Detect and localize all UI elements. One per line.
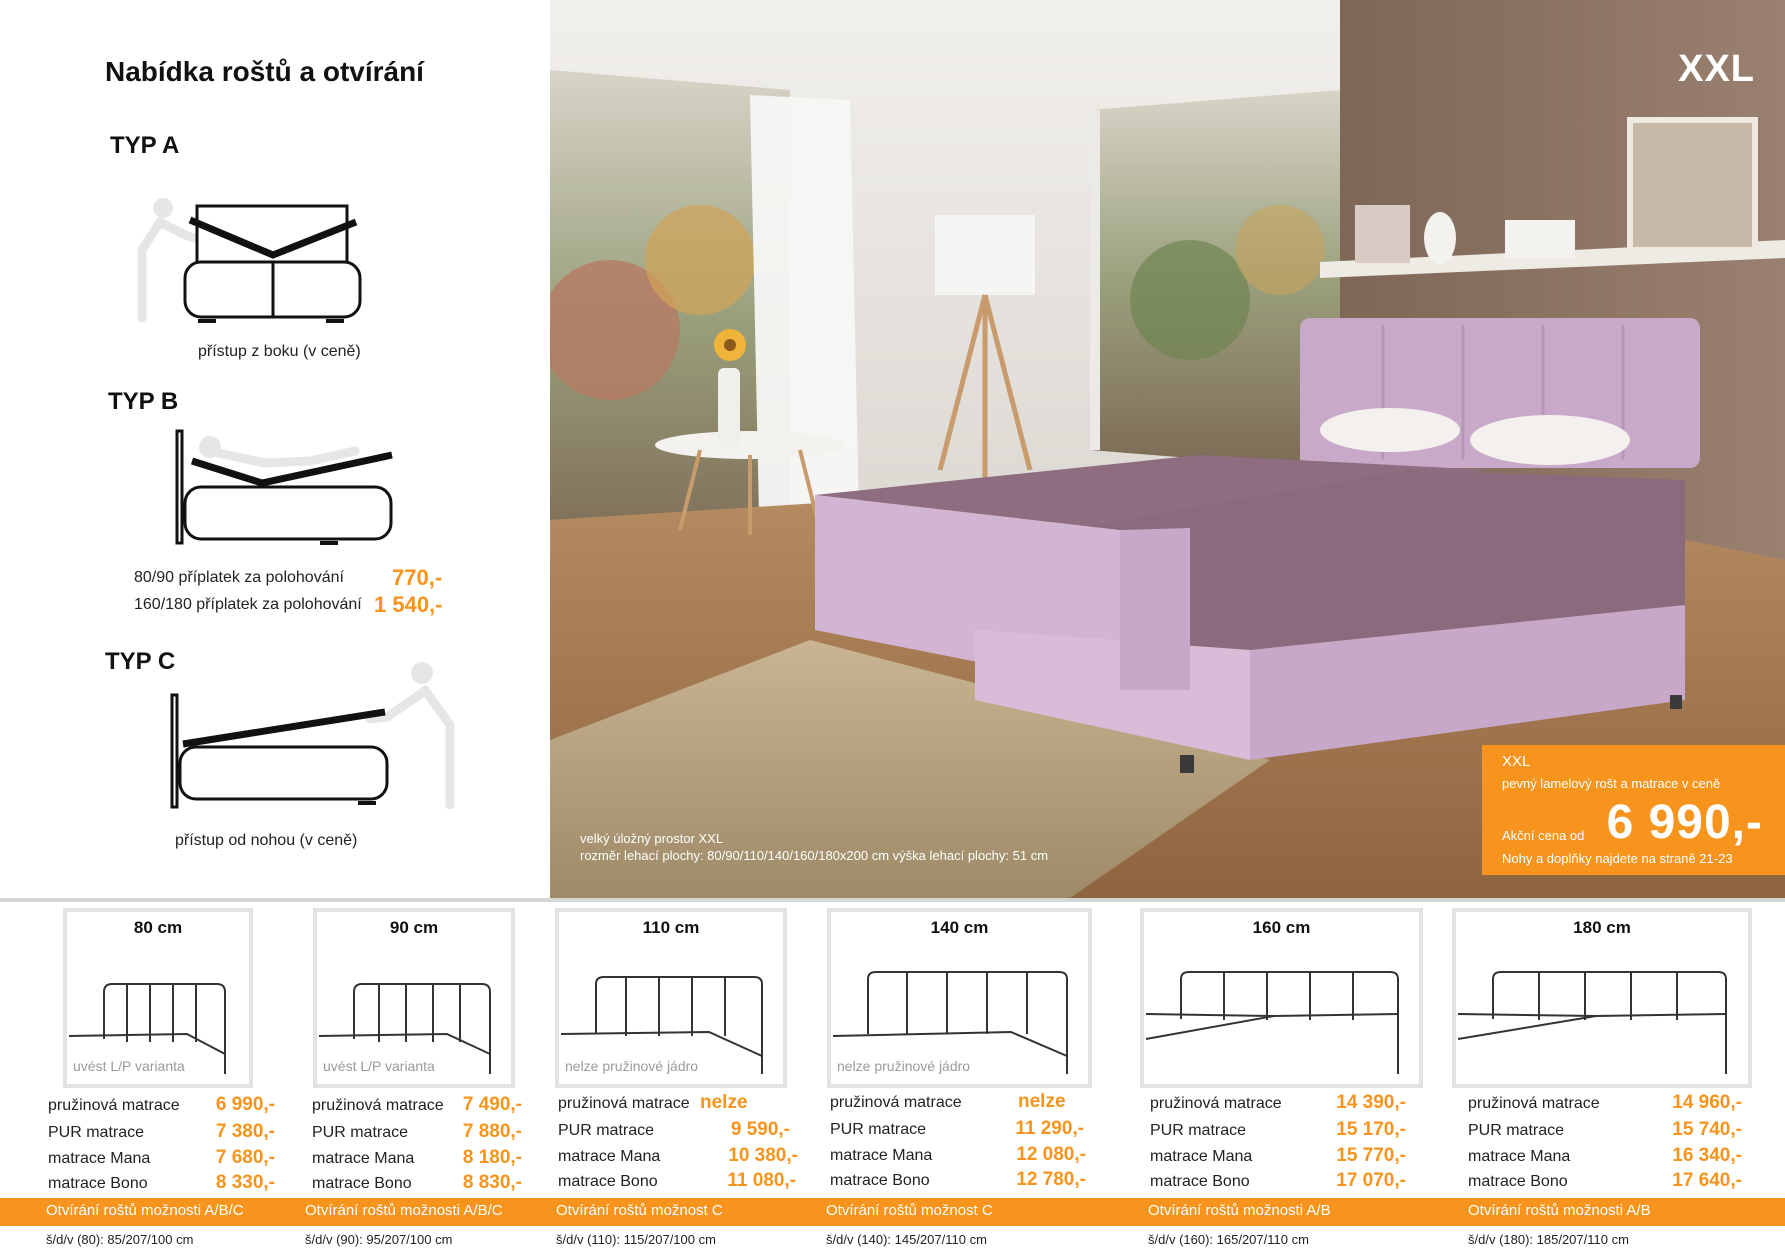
- size-drawing-180: [1452, 908, 1752, 1088]
- mattress-price: 8 330,-: [215, 1172, 275, 1193]
- mattress-price: 11 080,-: [727, 1170, 796, 1191]
- mattress-label: pružinová matrace: [558, 1095, 690, 1112]
- offer-box: [1482, 745, 1785, 875]
- mattress-price: 14 390,-: [1336, 1092, 1406, 1113]
- mattress-price: nelze: [700, 1092, 748, 1113]
- dimensions: š/d/v (180): 185/207/110 cm: [1468, 1232, 1629, 1247]
- typ-b-surcharge-label: 160/180 příplatek za polohování: [134, 596, 362, 613]
- mattress-price: 7 490,-: [462, 1094, 522, 1115]
- offer-price: 6 990,-: [1606, 796, 1763, 849]
- mattress-label: PUR matrace: [48, 1124, 145, 1141]
- opening-types-panel: [0, 0, 550, 898]
- caption-line: rozměr lehací plochy: 80/90/110/140/160/180x200 cm výška lehací plochy: 51 cm: [580, 848, 1049, 863]
- product-photo: [550, 0, 1785, 898]
- opening-option: Otvírání roštů možnosti A/B/C: [46, 1202, 244, 1219]
- mattress-price: 11 290,-: [1015, 1118, 1084, 1139]
- photo-caption: [580, 830, 1048, 864]
- size-title: 110 cm: [642, 918, 700, 937]
- mattress-price: 12 780,-: [1016, 1169, 1086, 1190]
- mattress-price: 7 880,-: [462, 1121, 522, 1142]
- offer-description: pevný lamelový rošt a matrace v ceně: [1502, 776, 1721, 791]
- dimensions: š/d/v (80): 85/207/100 cm: [46, 1232, 194, 1247]
- bed-outline-icon: [1456, 944, 1748, 1084]
- typ-b-surcharge-label: 80/90 příplatek za polohování: [134, 569, 344, 586]
- mattress-price: 15 770,-: [1336, 1145, 1406, 1166]
- page-title: Nabídka roštů a otvírání: [105, 56, 424, 87]
- size-title: 90 cm: [389, 918, 439, 937]
- mattress-label: PUR matrace: [830, 1121, 927, 1138]
- size-note: nelze pružinové jádro: [565, 1058, 699, 1074]
- mattress-label: PUR matrace: [558, 1122, 655, 1139]
- mattress-price: 17 640,-: [1672, 1170, 1742, 1191]
- dimensions: š/d/v (90): 95/207/100 cm: [305, 1232, 453, 1247]
- typ-b-surcharge-price: 770,-: [392, 565, 443, 590]
- dimensions: š/d/v (140): 145/207/110 cm: [826, 1232, 987, 1247]
- mattress-price: 15 170,-: [1336, 1119, 1406, 1140]
- mattress-label: PUR matrace: [312, 1124, 409, 1141]
- opening-option: Otvírání roštů možnosti A/B: [1148, 1202, 1331, 1219]
- caption-line: velký úložný prostor XXL: [580, 831, 724, 846]
- size-drawing-110: [555, 908, 787, 1088]
- mattress-price: 9 590,-: [730, 1119, 790, 1140]
- mattress-label: matrace Mana: [830, 1147, 933, 1164]
- typ-a-label: TYP A: [110, 132, 180, 159]
- mattress-label: pružinová matrace: [1468, 1095, 1600, 1112]
- offer-note: Nohy a doplňky najdete na straně 21-23: [1502, 851, 1733, 866]
- mattress-price: 6 990,-: [215, 1094, 275, 1115]
- size-drawing-140: [827, 908, 1092, 1088]
- size-note: uvést L/P varianta: [73, 1058, 185, 1074]
- typ-c-label: TYP C: [105, 648, 176, 675]
- opening-option: Otvírání roštů možnost C: [826, 1202, 993, 1219]
- mattress-label: matrace Mana: [1468, 1148, 1571, 1165]
- mattress-price: 7 380,-: [215, 1121, 275, 1142]
- size-note: nelze pružinové jádro: [837, 1058, 971, 1074]
- mattress-price: 14 960,-: [1672, 1092, 1742, 1113]
- typ-b-surcharge-price: 1 540,-: [374, 592, 443, 617]
- mattress-price: 10 380,-: [728, 1145, 798, 1166]
- typ-a-caption: přístup z boku (v ceně): [198, 343, 361, 360]
- size-drawing-80: [63, 908, 253, 1088]
- size-drawing-160: [1140, 908, 1423, 1088]
- mattress-price: 17 070,-: [1336, 1170, 1406, 1191]
- mattress-price: 15 740,-: [1672, 1119, 1742, 1140]
- typ-c-diagram-icon: [165, 655, 465, 815]
- mattress-label: matrace Bono: [1150, 1173, 1250, 1190]
- offer-price-label: Akční cena od: [1502, 828, 1585, 843]
- mattress-price: 12 080,-: [1016, 1144, 1086, 1165]
- mattress-label: matrace Mana: [312, 1150, 415, 1167]
- mattress-price: 8 180,-: [462, 1147, 522, 1168]
- mattress-label: matrace Bono: [830, 1172, 930, 1189]
- mattress-label: matrace Bono: [1468, 1173, 1568, 1190]
- mattress-label: matrace Mana: [558, 1148, 661, 1165]
- opening-option: Otvírání roštů možnosti A/B: [1468, 1202, 1651, 1219]
- opening-option: Otvírání roštů možnost C: [556, 1202, 723, 1219]
- mattress-price: 16 340,-: [1672, 1145, 1742, 1166]
- bed-outline-icon: [1144, 944, 1419, 1084]
- mattress-label: matrace Bono: [48, 1175, 148, 1192]
- mattress-label: PUR matrace: [1468, 1122, 1565, 1139]
- size-title: 80 cm: [133, 918, 183, 937]
- mattress-label: matrace Mana: [1150, 1148, 1253, 1165]
- dimensions: š/d/v (160): 165/207/110 cm: [1148, 1232, 1309, 1247]
- xxl-badge: XXL: [1678, 48, 1755, 90]
- opening-option: Otvírání roštů možnosti A/B/C: [305, 1202, 503, 1219]
- mattress-label: matrace Bono: [312, 1175, 412, 1192]
- mattress-label: pružinová matrace: [1150, 1095, 1282, 1112]
- size-title: 140 cm: [930, 918, 989, 937]
- mattress-label: matrace Mana: [48, 1150, 151, 1167]
- size-note: uvést L/P varianta: [323, 1058, 435, 1074]
- mattress-label: PUR matrace: [1150, 1122, 1247, 1139]
- mattress-label: matrace Bono: [558, 1173, 658, 1190]
- mattress-label: pružinová matrace: [830, 1094, 962, 1111]
- mattress-price: 8 830,-: [462, 1172, 522, 1193]
- size-title: 180 cm: [1573, 918, 1631, 937]
- section-divider: [0, 898, 1785, 902]
- typ-b-label: TYP B: [108, 388, 179, 415]
- mattress-price: 7 680,-: [215, 1147, 275, 1168]
- mattress-price: nelze: [1018, 1091, 1066, 1112]
- typ-a-diagram-icon: [130, 190, 370, 330]
- mattress-label: pružinová matrace: [48, 1097, 180, 1114]
- size-drawing-90: [313, 908, 515, 1088]
- offer-name: XXL: [1502, 753, 1531, 770]
- size-title: 160 cm: [1252, 918, 1311, 937]
- dimensions: š/d/v (110): 115/207/100 cm: [556, 1232, 716, 1247]
- typ-b-diagram-icon: [170, 425, 400, 550]
- typ-c-caption: přístup od nohou (v ceně): [175, 832, 358, 849]
- mattress-label: pružinová matrace: [312, 1097, 444, 1114]
